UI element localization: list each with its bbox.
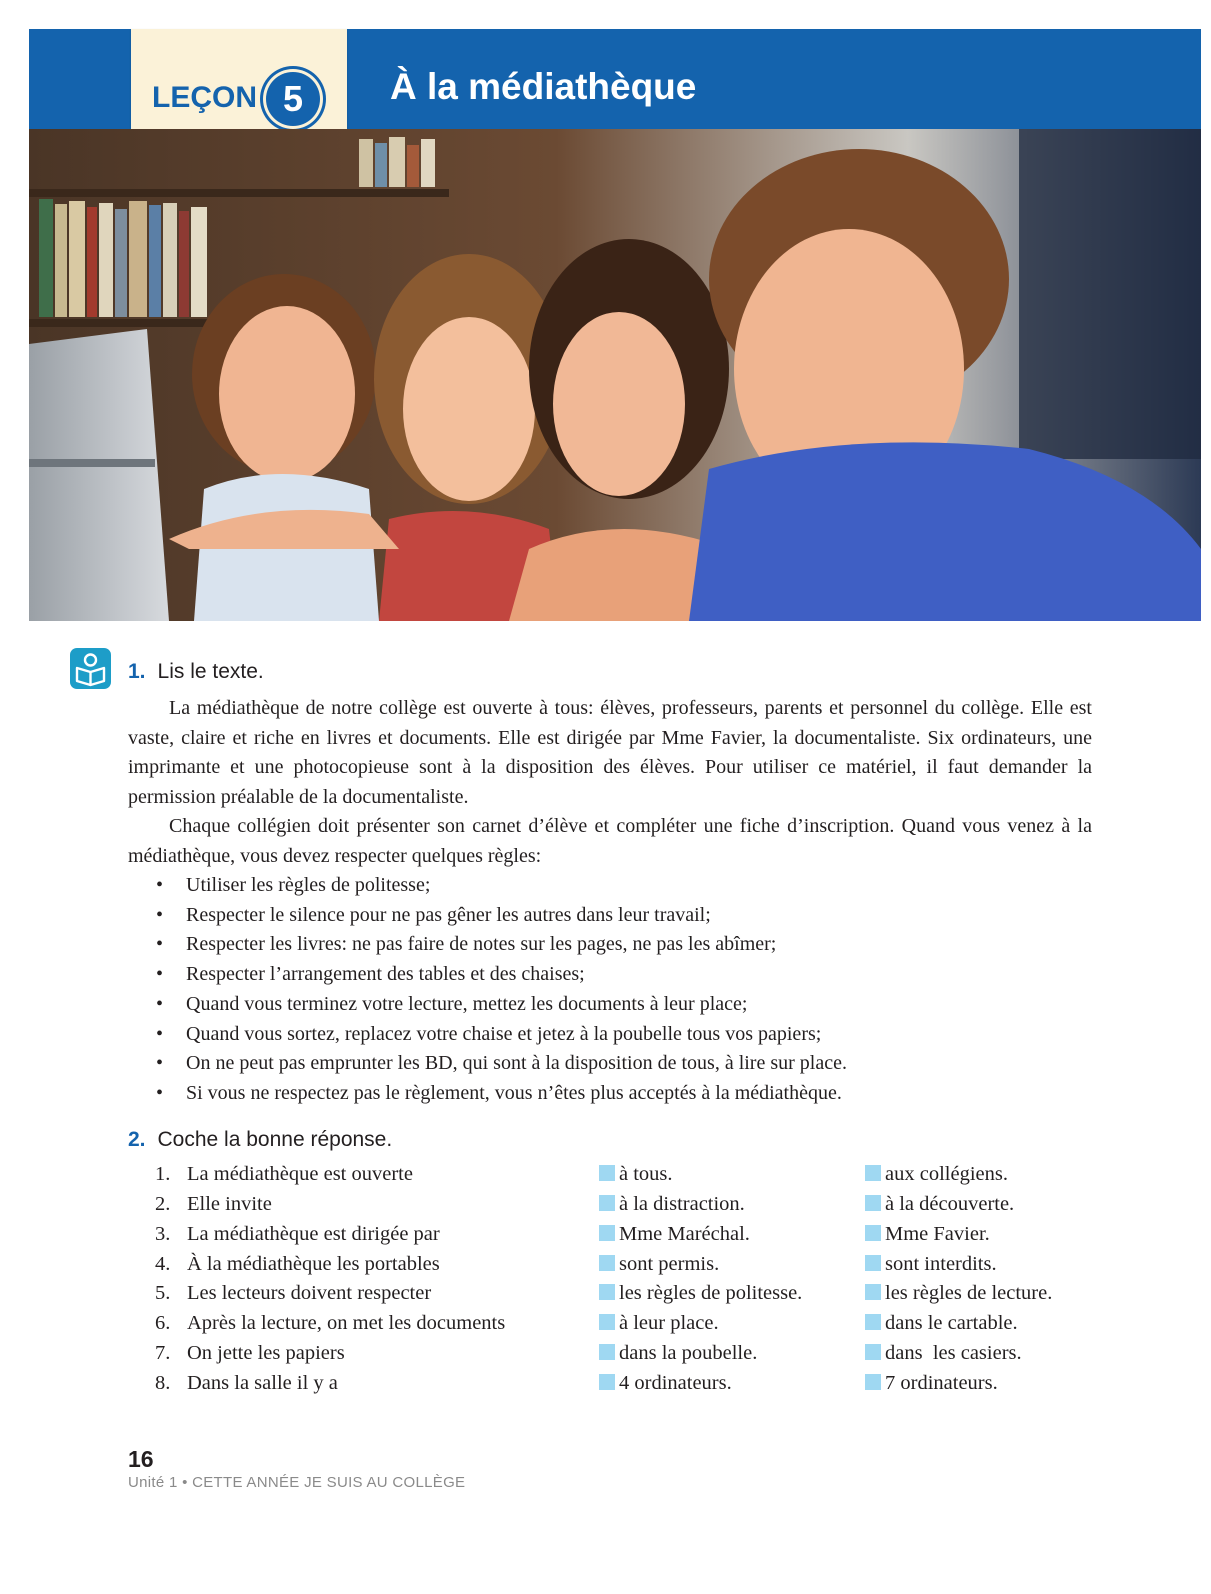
question-text: Les lecteurs doivent respecter xyxy=(187,1282,432,1304)
checkbox[interactable] xyxy=(599,1344,615,1360)
option-a-label: les règles de politesse. xyxy=(619,1282,803,1304)
page-title: À la médiathèque xyxy=(390,66,697,107)
option-b[interactable] xyxy=(865,1193,1014,1216)
rule-item: • Utiliser les règles de politesse; xyxy=(128,871,847,901)
question-text: On jette les papiers xyxy=(187,1342,345,1364)
option-a[interactable] xyxy=(599,1282,802,1305)
option-b-label: dans les casiers. xyxy=(885,1342,1022,1364)
rule-item: • Respecter les livres: ne pas faire de notes sur les pages, ne pas les abîmer; xyxy=(128,930,847,960)
option-a[interactable] xyxy=(599,1163,673,1186)
rule-item: • Quand vous terminez votre lecture, mettez les documents à leur place; xyxy=(128,990,847,1020)
lesson-number-badge: 5 xyxy=(266,72,320,126)
question-number: 1. xyxy=(155,1163,171,1185)
option-a[interactable] xyxy=(599,1312,719,1335)
question-number: 6. xyxy=(155,1312,171,1334)
question-number: 8. xyxy=(155,1372,171,1394)
checkbox[interactable] xyxy=(865,1165,881,1181)
question-number: 2. xyxy=(155,1193,171,1215)
option-b[interactable] xyxy=(865,1342,1022,1365)
option-b-label: les règles de lecture. xyxy=(885,1282,1053,1304)
checkbox[interactable] xyxy=(599,1195,615,1211)
option-a[interactable] xyxy=(599,1372,732,1395)
option-b-label: Mme Favier. xyxy=(885,1223,990,1245)
checkbox[interactable] xyxy=(865,1225,881,1241)
rule-item: • On ne peut pas emprunter les BD, qui sont à la disposition de tous, à lire sur place. xyxy=(128,1049,847,1079)
laptop xyxy=(29,329,169,621)
option-a-label: sont permis. xyxy=(619,1253,720,1275)
lesson-label: LEÇON xyxy=(152,81,257,114)
page-number: 16 xyxy=(128,1446,154,1472)
exercise-1-instruction: Lis le texte. xyxy=(157,660,264,683)
rule-item: • Respecter l’arrangement des tables et des chaises; xyxy=(128,960,847,990)
option-a[interactable] xyxy=(599,1253,719,1276)
option-b[interactable] xyxy=(865,1282,1052,1305)
checkbox[interactable] xyxy=(599,1255,615,1271)
question-number: 5. xyxy=(155,1282,171,1304)
option-a[interactable] xyxy=(599,1342,757,1365)
option-b-label: aux collégiens. xyxy=(885,1163,1008,1185)
checkbox[interactable] xyxy=(865,1284,881,1300)
question-number: 7. xyxy=(155,1342,171,1364)
question-text: À la médiathèque les portables xyxy=(187,1253,440,1275)
unit-footer: Unité 1 • CETTE ANNÉE JE SUIS AU COLLÈGE xyxy=(128,1474,466,1491)
option-b[interactable] xyxy=(865,1372,998,1395)
option-a-label: à tous. xyxy=(619,1163,673,1185)
option-b-label: 7 ordinateurs. xyxy=(885,1372,998,1394)
option-b[interactable] xyxy=(865,1163,1008,1186)
question-number: 4. xyxy=(155,1253,171,1275)
checkbox[interactable] xyxy=(599,1165,615,1181)
checkbox[interactable] xyxy=(599,1225,615,1241)
exercise-1-heading xyxy=(128,660,264,684)
option-b-label: dans le cartable. xyxy=(885,1312,1018,1334)
question-text: La médiathèque est dirigée par xyxy=(187,1223,440,1245)
option-b-label: sont interdits. xyxy=(885,1253,997,1275)
rule-item: • Respecter le silence pour ne pas gêner les autres dans leur travail; xyxy=(128,901,847,931)
option-b[interactable] xyxy=(865,1223,990,1246)
rule-item: • Si vous ne respectez pas le règlement, vous n’êtes plus acceptés à la médiathèque. xyxy=(128,1079,847,1109)
option-b-label: à la découverte. xyxy=(885,1193,1015,1215)
rules-list xyxy=(128,871,847,1109)
rule-item: • Quand vous sortez, replacez votre chaise et jetez à la poubelle tous vos papiers; xyxy=(128,1020,847,1050)
reading-icon xyxy=(70,648,111,689)
reading-paragraph-2: Chaque collégien doit présenter son carnet d’élève et compléter une fiche d’inscription. Quand vous venez à la médiathèque, vous devez respecter quelques règles: xyxy=(128,815,1092,867)
exercise-2-heading xyxy=(128,1128,392,1152)
question-number: 3. xyxy=(155,1223,171,1245)
exercise-1-number: 1. xyxy=(128,660,146,683)
option-a-label: 4 ordinateurs. xyxy=(619,1372,732,1394)
option-a-label: dans la poubelle. xyxy=(619,1342,758,1364)
option-a-label: à la distraction. xyxy=(619,1193,745,1215)
checkbox[interactable] xyxy=(865,1195,881,1211)
option-a-label: Mme Maréchal. xyxy=(619,1223,750,1245)
checkbox[interactable] xyxy=(865,1344,881,1360)
checkbox[interactable] xyxy=(599,1284,615,1300)
option-a[interactable] xyxy=(599,1223,750,1246)
question-text: Après la lecture, on met les documents xyxy=(187,1312,506,1334)
option-a[interactable] xyxy=(599,1193,745,1216)
checkbox[interactable] xyxy=(865,1314,881,1330)
checkbox[interactable] xyxy=(599,1374,615,1390)
question-text: La médiathèque est ouverte xyxy=(187,1163,413,1185)
option-b[interactable] xyxy=(865,1312,1018,1335)
reading-paragraph-1: La médiathèque de notre collège est ouverte à tous: élèves, professeurs, parents et personnel du collège. Elle est vaste, claire et riche en livres et documents. Elle est dirigée par Mme Favier, la documentaliste. Six ordinateurs, une imprimante et une photocopieuse sont à la disposition des élèves. Pour utiliser ce matériel, il faut demander la permission préalable de la documentaliste. xyxy=(128,697,1092,809)
checkbox[interactable] xyxy=(865,1255,881,1271)
question-text: Dans la salle il y a xyxy=(187,1372,338,1394)
checkbox[interactable] xyxy=(599,1314,615,1330)
checkbox[interactable] xyxy=(865,1374,881,1390)
exercise-2-number: 2. xyxy=(128,1128,146,1151)
question-text: Elle invite xyxy=(187,1193,272,1215)
option-a-label: à leur place. xyxy=(619,1312,719,1334)
students-photo xyxy=(29,129,1201,621)
option-b[interactable] xyxy=(865,1253,997,1276)
exercise-2-instruction: Coche la bonne réponse. xyxy=(157,1128,393,1151)
